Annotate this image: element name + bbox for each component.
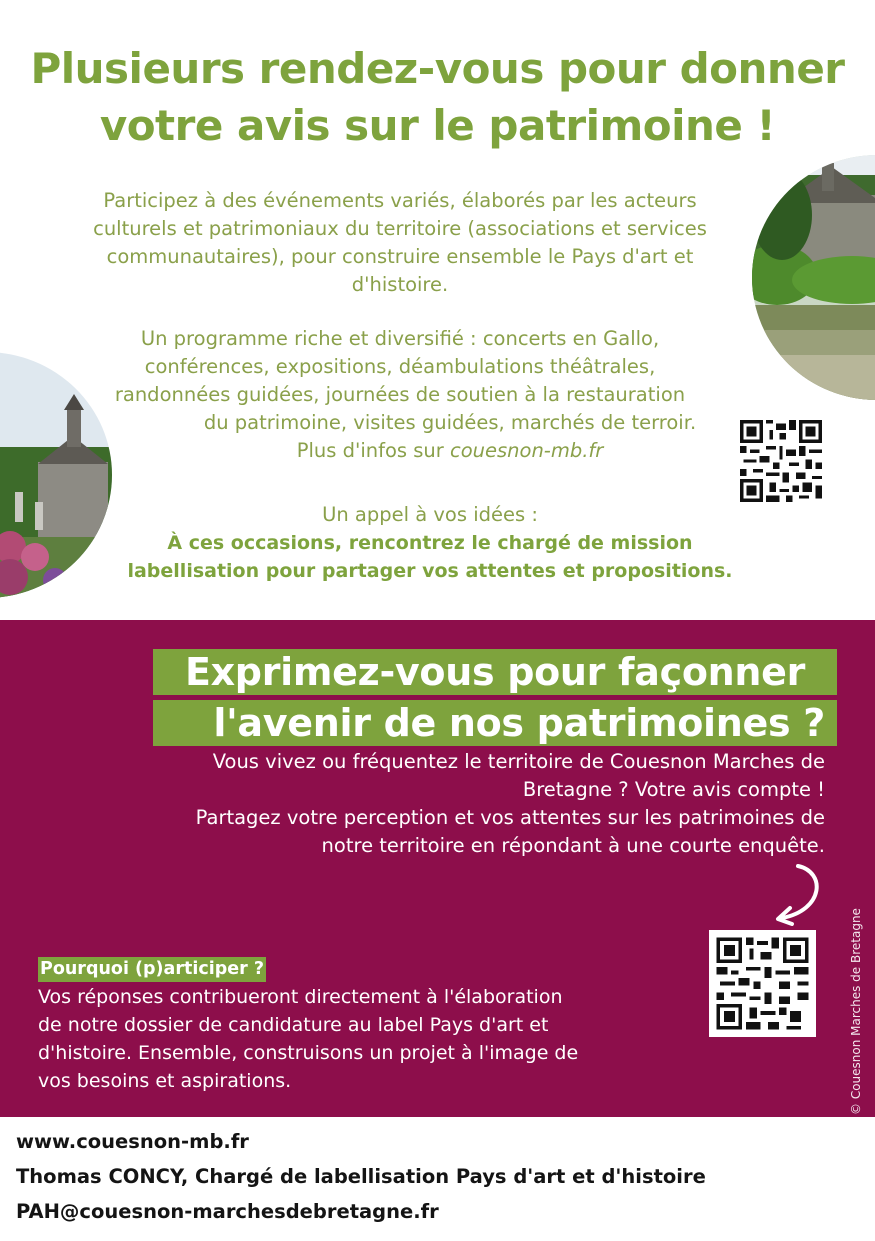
call-for-ideas xyxy=(90,501,770,585)
footer-email[interactable]: PAH@couesnon-marchesdebretagne.fr xyxy=(16,1200,439,1223)
why-line: de notre dossier de candidature au label Pays d'art et xyxy=(38,1014,549,1036)
survey-text xyxy=(100,748,825,860)
why-line: Vos réponses contribueront directement à l'élaboration xyxy=(38,986,563,1008)
more-info-line xyxy=(80,437,720,465)
why-line: vos besoins et aspirations. xyxy=(38,1070,292,1092)
call-intro: Un appel à vos idées : xyxy=(322,503,538,526)
survey-heading-text: l'avenir de nos patrimoines ? xyxy=(213,701,825,745)
program-line: conférences, expositions, déambulations théâtrales, xyxy=(144,355,656,378)
survey-heading-line-1: Exprimez-vous pour façonner xyxy=(153,649,837,695)
title-line-2: votre avis sur le patrimoine ! xyxy=(99,101,776,150)
curved-arrow-icon xyxy=(768,862,828,926)
qr-code-icon[interactable] xyxy=(740,420,822,502)
intro-line: communautaires), pour construire ensemble le Pays d'art et xyxy=(106,245,694,268)
intro-line: d'histoire. xyxy=(351,273,449,296)
website-link[interactable]: couesnon-mb.fr xyxy=(449,439,604,462)
survey-line: Partagez votre perception et vos attentes sur les patrimoines de xyxy=(195,806,825,829)
program-paragraph xyxy=(80,325,720,465)
call-bold-line: À ces occasions, rencontrez le chargé de mission xyxy=(167,532,693,554)
intro-line: culturels et patrimoniaux du territoire (associations et services xyxy=(93,217,707,240)
program-line: Un programme riche et diversifié : concerts en Gallo, xyxy=(140,327,660,350)
why-participate-text xyxy=(38,983,678,1095)
footer-website[interactable]: www.couesnon-mb.fr xyxy=(16,1130,249,1153)
why-participate-label: Pourquoi (p)articiper ? xyxy=(38,957,266,982)
survey-line: notre territoire en répondant à une courte enquête. xyxy=(321,834,825,857)
photo-credit: © Couesnon Marches de Bretagne xyxy=(849,908,863,1115)
survey-line: Vous vivez ou fréquentez le territoire de Couesnon Marches de xyxy=(212,750,825,773)
program-line: randonnées guidées, journées de soutien à la restauration xyxy=(114,383,686,406)
footer-contact: Thomas CONCY, Chargé de labellisation Pays d'art et d'histoire xyxy=(16,1165,706,1188)
page-title xyxy=(0,40,875,154)
survey-qr-code-icon[interactable] xyxy=(709,930,816,1037)
why-line: d'histoire. Ensemble, construisons un projet à l'image de xyxy=(38,1042,579,1064)
title-line-1: Plusieurs rendez-vous pour donner xyxy=(30,44,845,93)
survey-heading-line-2 xyxy=(153,700,837,746)
more-info-prefix: Plus d'infos sur xyxy=(296,439,450,462)
call-bold-line: labellisation pour partager vos attentes et propositions. xyxy=(127,560,733,582)
chapel-lake-photo xyxy=(752,155,875,400)
program-line: du patrimoine, visites guidées, marchés de terroir. xyxy=(203,411,697,434)
survey-line: Bretagne ? Votre avis compte ! xyxy=(522,778,825,801)
intro-paragraph xyxy=(60,187,740,299)
intro-line: Participez à des événements variés, élaborés par les acteurs xyxy=(103,189,697,212)
